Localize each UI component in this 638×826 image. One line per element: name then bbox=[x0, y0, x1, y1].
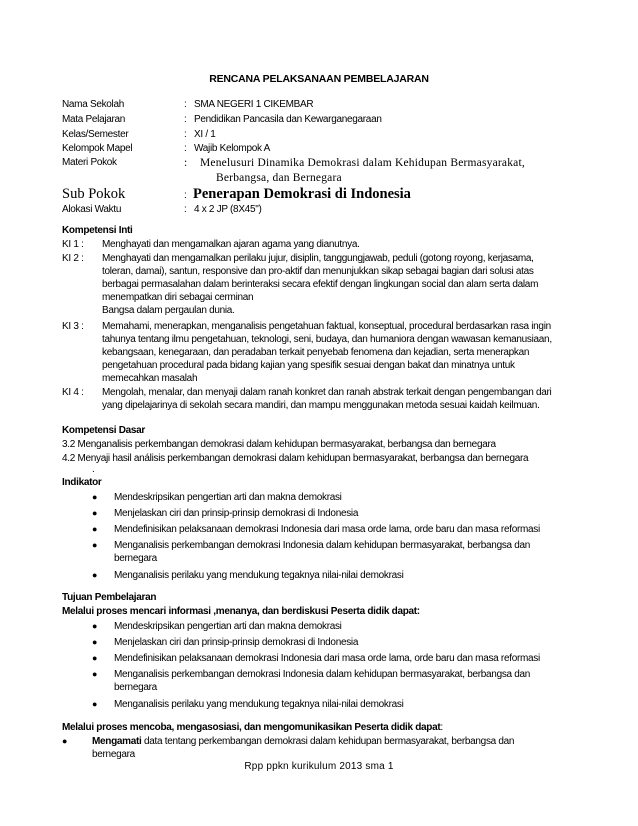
mencoba-bold: Melalui proses mencoba, mengasosiasi, dan mengomunikasikan Peserta didik dapat bbox=[62, 722, 441, 733]
mengamati-line-1: data tentang perkembangan demokrasi dalam kehidupan bermasyarakat, berbangsa dan bbox=[141, 736, 515, 747]
bullet-icon: ● bbox=[92, 540, 98, 550]
bullet-icon: ● bbox=[92, 653, 98, 663]
materi-line-2: Berbangsa, dan Bernegara bbox=[216, 172, 342, 184]
identity-colon: : bbox=[184, 129, 187, 140]
kd-item-4-2: 4.2 Menyaji hasil análisis perkembangan demokrasi dalam kehidupan bermasyarakat, berbangsa dan bernegara bbox=[62, 453, 529, 464]
mencoba-heading bbox=[62, 721, 443, 734]
materi-label: Materi Pokok bbox=[62, 157, 117, 168]
alokasi-label: Alokasi Waktu bbox=[62, 204, 122, 215]
ki-code: KI 2 : bbox=[62, 253, 84, 264]
ki-line: menempatkan diri sebagai cerminan bbox=[102, 292, 254, 303]
kd-trailing-dot: . bbox=[92, 464, 95, 475]
identity-colon: : bbox=[184, 99, 187, 110]
ki-code: KI 3 : bbox=[62, 321, 84, 332]
ki-text bbox=[102, 252, 602, 317]
tp-line: Menjelaskan ciri dan prinsip-prinsip demokrasi di Indonesia bbox=[114, 637, 359, 648]
identity-label: Mata Pelajaran bbox=[62, 114, 126, 125]
subpokok-label: Sub Pokok bbox=[62, 186, 126, 202]
tp-line: Mendeskripsikan pengertian arti dan makna demokrasi bbox=[114, 621, 342, 632]
alokasi-value: 4 x 2 JP (8X45") bbox=[194, 204, 262, 215]
tp-subheading: Melalui proses mencari informasi ,menanya, dan berdiskusi Peserta didik dapat: bbox=[62, 606, 420, 617]
tp-line: Menganalisis perilaku yang mendukung tegaknya nilai-nilai demokrasi bbox=[114, 699, 404, 710]
identity-value: XI / 1 bbox=[194, 129, 216, 140]
indikator-heading: Indikator bbox=[62, 477, 102, 488]
identity-value: Wajib Kelompok A bbox=[194, 143, 270, 154]
identity-colon: : bbox=[184, 190, 187, 201]
identity-value: Pendidikan Pancasila dan Kewarganegaraan bbox=[194, 114, 382, 125]
indikator-line: Menjelaskan ciri dan prinsip-prinsip demokrasi di Indonesia bbox=[114, 508, 359, 519]
indikator-line: Mendeskripsikan pengertian arti dan makna demokrasi bbox=[114, 492, 342, 503]
ki-line: yang dipelajarinya di sekolah secara mandiri, dan mampu menggunakan metoda sesuai kaidah keilmuan. bbox=[102, 400, 540, 411]
subpokok-value: Penerapan Demokrasi di Indonesia bbox=[193, 186, 411, 202]
tp-heading: Tujuan Pembelajaran bbox=[62, 592, 157, 603]
document-title: RENCANA PELAKSANAAN PEMBELAJARAN bbox=[209, 73, 429, 85]
tp-line: Mendefinisikan pelaksanaan demokrasi Indonesia dari masa orde lama, orde baru dan masa reformasi bbox=[114, 653, 540, 664]
ki-line: Memahami, menerapkan, menganalisis pengetahuan faktual, konseptual, procedural berdasarkan rasa ingin bbox=[102, 321, 551, 332]
bullet-icon: ● bbox=[92, 492, 98, 502]
bullet-icon: ● bbox=[92, 637, 98, 647]
identity-colon: : bbox=[184, 143, 187, 154]
mengamati-line-2: bernegara bbox=[92, 749, 135, 760]
indikator-line: Mendefinisikan pelaksanaan demokrasi Indonesia dari masa orde lama, orde baru dan masa reformasi bbox=[114, 524, 540, 535]
ki-text bbox=[102, 386, 602, 412]
indikator-line: Menganalisis perkembangan demokrasi Indonesia dalam kehidupan bermasyarakat, berbangsa dan bbox=[114, 540, 531, 551]
kd-item-3-2: 3.2 Menganalisis perkembangan demokrasi dalam kehidupan bermasyarakat, berbangsa dan bernegara bbox=[62, 439, 496, 450]
kd-heading: Kompetensi Dasar bbox=[62, 425, 146, 436]
ki-line: Menghayati dan mengamalkan perilaku jujur, disiplin, tanggungjawab, peduli (gotong royong, kerjasama, bbox=[102, 253, 534, 264]
ki-line: Mengolah, menalar, dan menyaji dalam ranah konkret dan ranah abstrak terkait dengan pengembangan dari bbox=[102, 387, 552, 398]
ki-line: pengetahuan procedural pada bidang kajian yang spesifik sesuai dengan bakat dan minatnya untuk bbox=[102, 360, 515, 371]
identity-colon: : bbox=[184, 204, 187, 215]
ki-line: berbagai permasalahan dalam berinteraksi secara efektif dengan lingkungan social dan alam serta dalam bbox=[102, 279, 539, 290]
identity-colon: : bbox=[184, 114, 187, 125]
identity-label: Nama Sekolah bbox=[62, 99, 124, 110]
identity-label: Kelompok Mapel bbox=[62, 143, 133, 154]
materi-line-1: Menelusuri Dinamika Demokrasi dalam Kehidupan Bermasyarakat, bbox=[200, 157, 525, 169]
identity-value: SMA NEGERI 1 CIKEMBAR bbox=[194, 99, 314, 110]
indikator-line: Menganalisis perilaku yang mendukung tegaknya nilai-nilai demokrasi bbox=[114, 570, 404, 581]
bullet-icon: ● bbox=[92, 524, 98, 534]
page-footer: Rpp ppkn kurikulum 2013 sma 1 bbox=[244, 761, 394, 772]
ki-code: KI 1 : bbox=[62, 239, 84, 250]
ki-line: memecahkan masalah bbox=[102, 373, 198, 384]
ki-text bbox=[102, 238, 602, 251]
indikator-line: bernegara bbox=[114, 553, 157, 564]
identity-colon: : bbox=[184, 157, 188, 169]
ki-line: tahunya tentang ilmu pengetahuan, teknologi, seni, budaya, dan humaniora dengan wawasan kemanusiaan, bbox=[102, 334, 552, 345]
mengamati-bold: Mengamati bbox=[92, 736, 142, 747]
bullet-icon: ● bbox=[92, 570, 98, 580]
identity-label: Kelas/Semester bbox=[62, 129, 129, 140]
bullet-icon: ● bbox=[62, 736, 68, 746]
ki-line: toleran, damai), santun, responsive dan pro-aktif dan menunjukkan sikap sebagai bagian dari solusi atas bbox=[102, 266, 534, 277]
ki-line: Bangsa dalam pergaulan dunia. bbox=[102, 305, 235, 316]
bullet-icon: ● bbox=[92, 699, 98, 709]
bullet-icon: ● bbox=[92, 508, 98, 518]
ki-line: Menghayati dan mengamalkan ajaran agama yang dianutnya. bbox=[102, 239, 360, 250]
ki-line: kebangsaan, kenegaraan, dan peradaban terkait penyebab fenomena dan kejadian, serta menerapkan bbox=[102, 347, 530, 358]
tp-line: bernegara bbox=[114, 682, 157, 693]
ki-heading: Kompetensi Inti bbox=[62, 225, 133, 236]
mencoba-colon: : bbox=[440, 722, 443, 733]
ki-text bbox=[102, 320, 602, 385]
bullet-icon: ● bbox=[92, 621, 98, 631]
bullet-icon: ● bbox=[92, 669, 98, 679]
tp-line: Menganalisis perkembangan demokrasi Indonesia dalam kehidupan bermasyarakat, berbangsa dan bbox=[114, 669, 531, 680]
ki-code: KI 4 : bbox=[62, 387, 84, 398]
